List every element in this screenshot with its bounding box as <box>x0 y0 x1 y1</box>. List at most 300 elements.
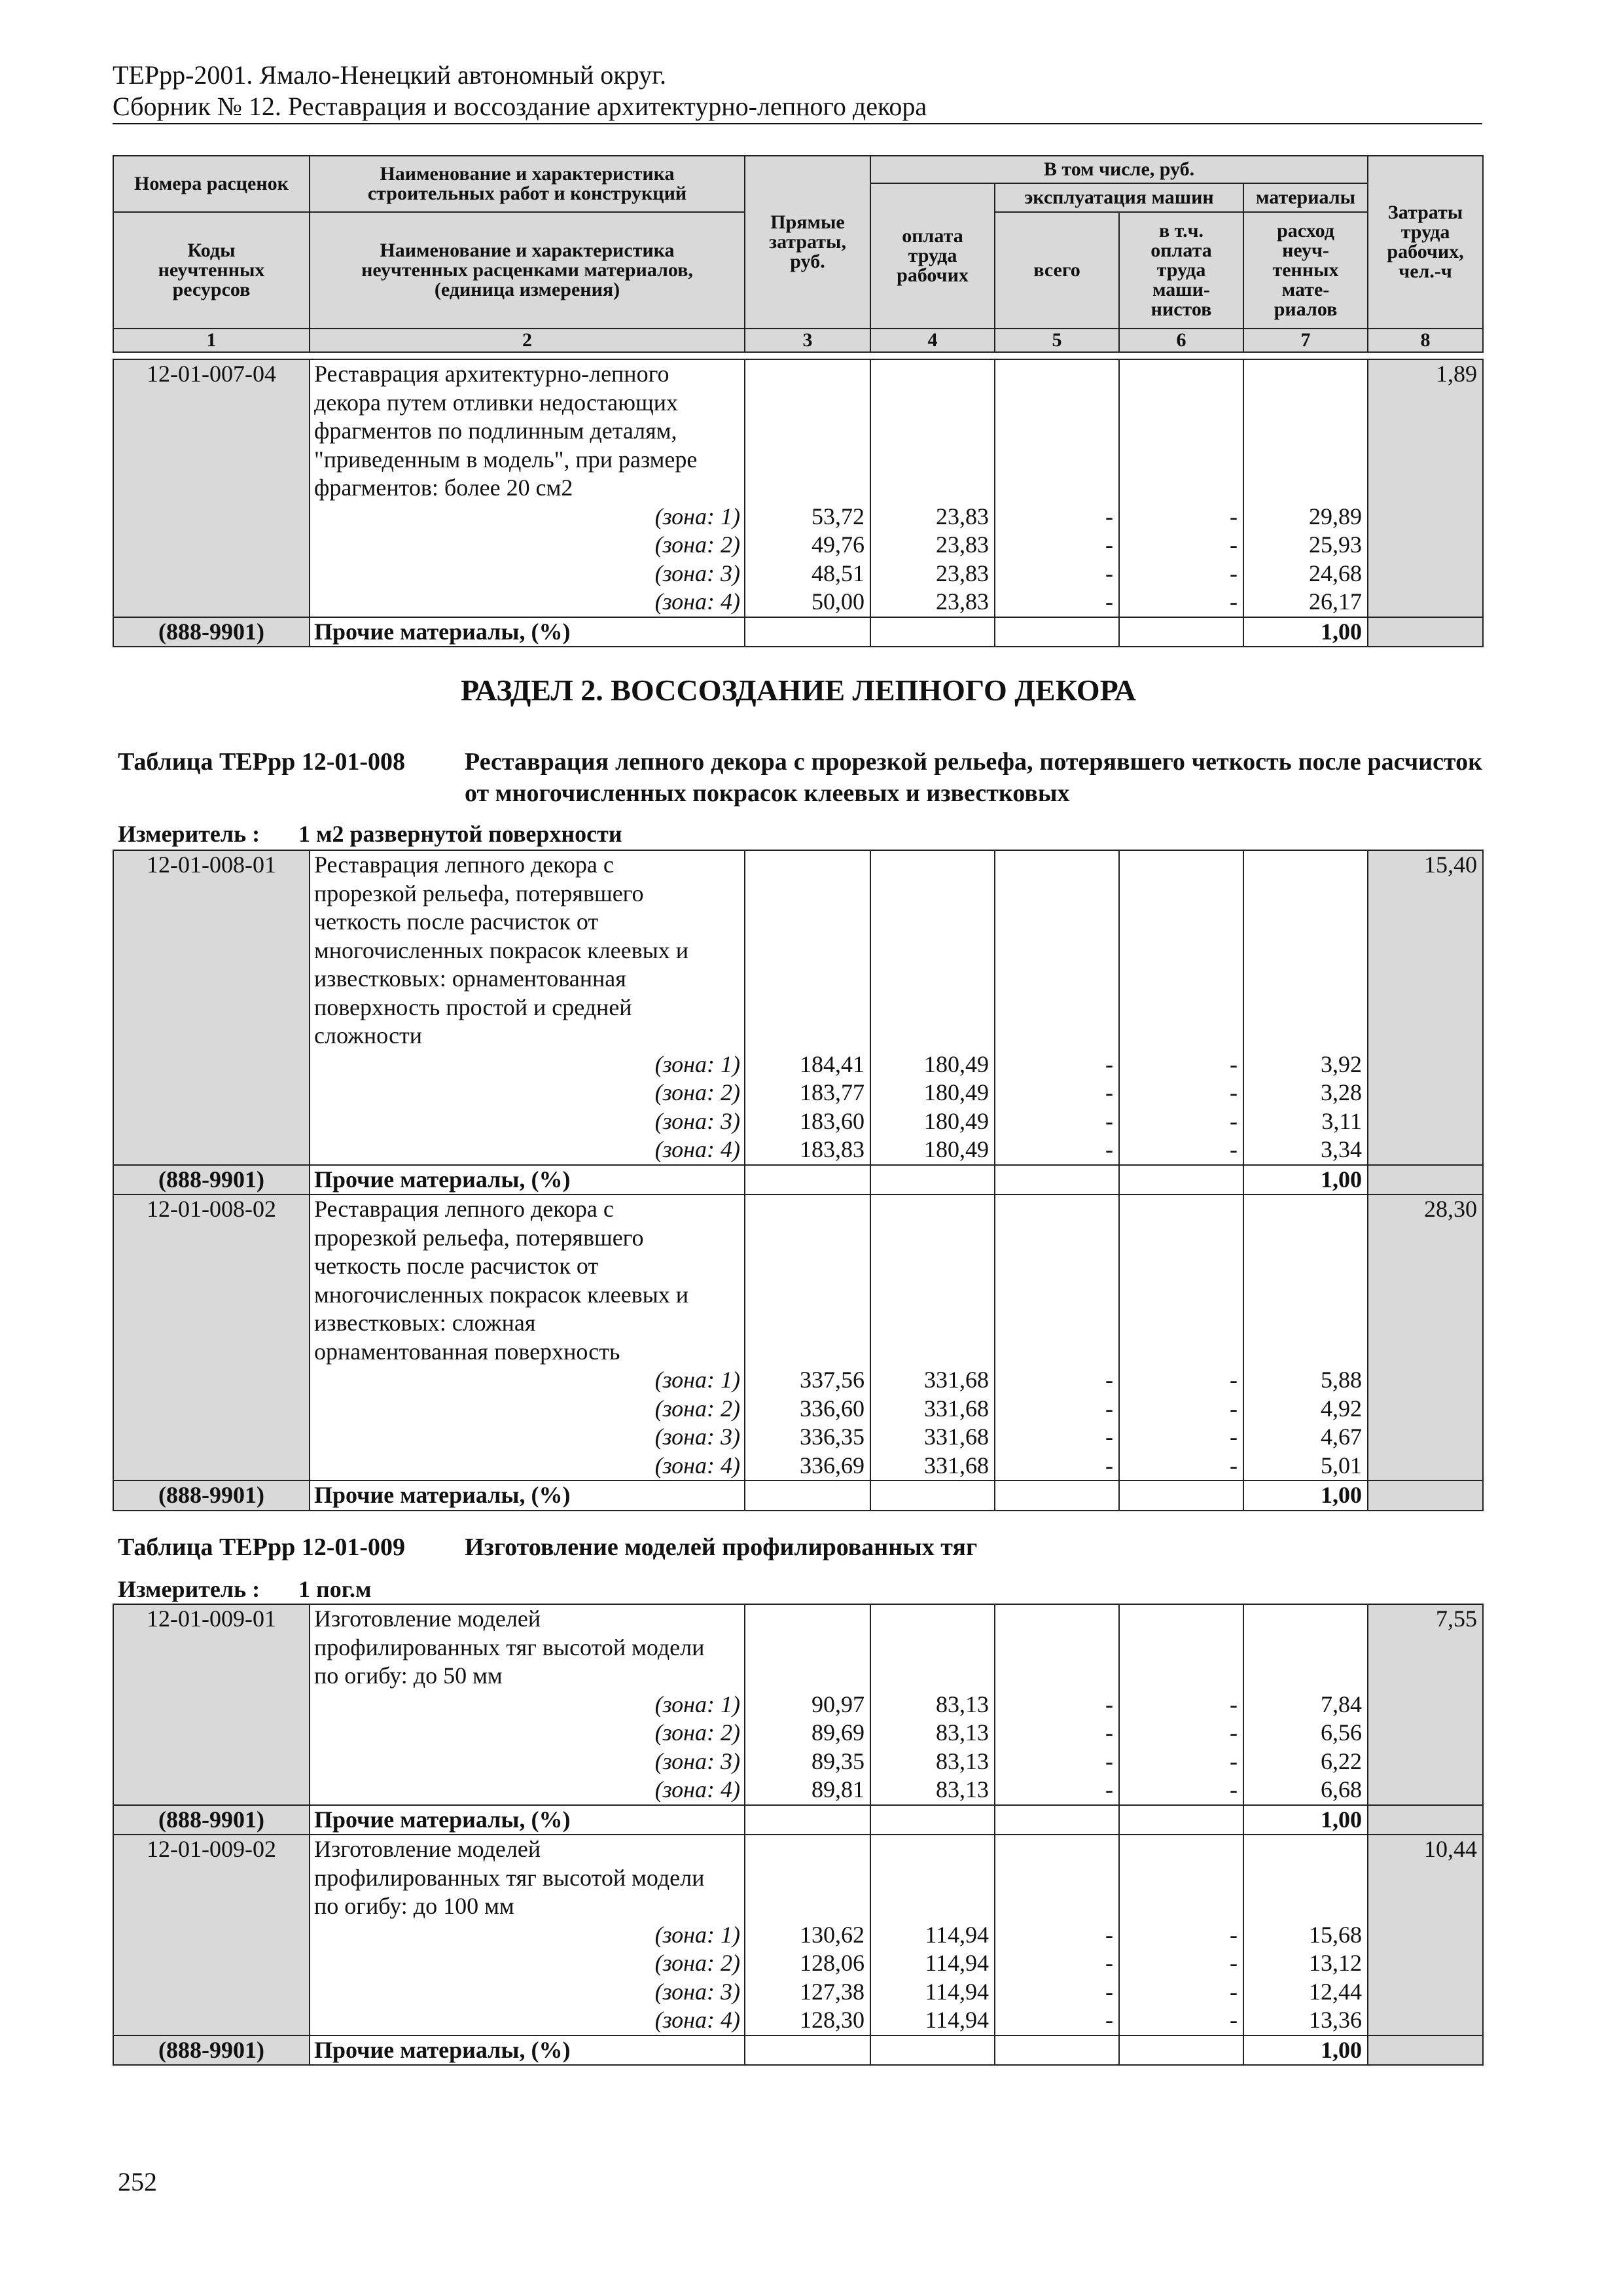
machines-labor-value: - <box>1230 1719 1238 1746</box>
spacer <box>1124 1634 1238 1662</box>
spacer <box>875 1195 989 1224</box>
spacer <box>749 1662 865 1691</box>
spacer <box>1124 908 1238 937</box>
labor-pay-value: 331,68 <box>924 1367 989 1393</box>
rate-desc-cell <box>310 1604 745 1805</box>
machines-total-cell <box>995 1835 1119 2036</box>
spacer <box>875 1634 989 1662</box>
materials-cell <box>1243 359 1368 617</box>
materials-cell <box>1243 1604 1368 1805</box>
spacer <box>749 1309 865 1338</box>
spacer <box>1248 908 1362 937</box>
zone-label: (зона: 4) <box>654 1776 740 1803</box>
spacer <box>1124 360 1238 389</box>
materials-value: 3,92 <box>1321 1050 1362 1077</box>
labor-pay-value: 331,68 <box>924 1452 989 1479</box>
machines-labor-value: - <box>1230 2007 1238 2033</box>
materials-value: 25,93 <box>1309 531 1362 558</box>
other-materials-name: Прочие материалы, (%) <box>310 1805 745 1835</box>
rate-code-cell <box>113 850 310 1165</box>
spacer <box>875 1892 989 1921</box>
rate-row <box>113 1604 1483 1805</box>
spacer <box>999 1281 1113 1310</box>
desc-line: фрагментов: более 20 см2 <box>314 475 573 501</box>
desc-line: Реставрация лепного декора с <box>314 1196 614 1222</box>
spacer <box>749 1022 865 1050</box>
spacer <box>749 908 865 937</box>
labor-pay-value: 23,83 <box>936 531 989 558</box>
rate-desc-cell <box>310 850 745 1165</box>
spacer <box>999 446 1113 475</box>
spacer <box>1248 851 1362 880</box>
spacer <box>1124 994 1238 1022</box>
direct-cost-cell <box>745 359 870 617</box>
labor-cost-cell <box>1368 359 1483 617</box>
machines-labor-value: - <box>1230 503 1238 529</box>
col-materials: материалы <box>1243 183 1368 212</box>
labor-cost: 7,55 <box>1436 1605 1477 1632</box>
labor-pay-value: 180,49 <box>924 1050 989 1077</box>
machines-labor-value: - <box>1230 1950 1238 1976</box>
direct-cost-value: 336,69 <box>800 1452 865 1479</box>
machines-labor-value: - <box>1230 1452 1238 1479</box>
machines-total-value: - <box>1105 1050 1113 1077</box>
col-number: 2 <box>310 329 745 352</box>
labor-pay-value: 331,68 <box>924 1395 989 1422</box>
spacer <box>999 474 1113 503</box>
spacer <box>1124 1892 1238 1921</box>
spacer <box>1124 1022 1238 1050</box>
spacer <box>999 1022 1113 1050</box>
desc-line: профилированных тяг высотой модели <box>314 1864 705 1891</box>
spacer <box>749 1224 865 1253</box>
direct-cost-value: 183,60 <box>800 1107 865 1134</box>
spacer <box>1248 965 1362 994</box>
meter-value: 1 пог.м <box>298 1576 372 1602</box>
rate-code-cell <box>113 1194 310 1480</box>
table-008-label: Таблица ТЕРрр 12-01-008 <box>118 748 406 776</box>
labor-cost: 1,89 <box>1436 361 1477 387</box>
spacer <box>749 417 865 446</box>
labor-cost: 10,44 <box>1424 1836 1477 1862</box>
direct-cost-value: 48,51 <box>812 560 865 586</box>
empty-cell <box>745 2036 870 2066</box>
table-008-heading <box>118 746 1482 812</box>
empty-cell <box>870 1805 995 1835</box>
other-materials-code: (888-9901) <box>113 1805 310 1835</box>
materials-value: 13,12 <box>1309 1950 1362 1976</box>
spacer <box>875 1662 989 1691</box>
rate-row <box>113 359 1483 617</box>
spacer <box>999 1892 1113 1921</box>
col-labor-cost: Затраты труда рабочих, чел.-ч <box>1368 156 1483 329</box>
col-code-bottom: Коды неучтенных ресурсов <box>113 212 310 329</box>
direct-cost-value: 128,30 <box>800 2007 865 2033</box>
spacer <box>749 1195 865 1224</box>
desc-line: Реставрация лепного декора с <box>314 852 614 878</box>
materials-value: 15,68 <box>1309 1921 1362 1948</box>
spacer <box>875 908 989 937</box>
table-009-title: Изготовление моделей профилированных тяг <box>465 1534 978 1561</box>
spacer <box>1248 937 1362 965</box>
other-materials-name: Прочие материалы, (%) <box>310 1165 745 1195</box>
machines-total-cell <box>995 1604 1119 1805</box>
rates-table-007 <box>113 359 1484 647</box>
labor-cost-cell <box>1368 1835 1483 2036</box>
labor-pay-value: 114,94 <box>925 1921 989 1948</box>
spacer <box>1124 880 1238 908</box>
direct-cost-cell <box>745 1194 870 1480</box>
zone-label: (зона: 1) <box>654 1691 740 1717</box>
other-materials-name: Прочие материалы, (%) <box>310 2036 745 2066</box>
rate-code: 12-01-007-04 <box>147 361 276 387</box>
spacer <box>999 1224 1113 1253</box>
zone-label: (зона: 2) <box>654 1079 740 1105</box>
col-incl: В том числе, руб. <box>870 156 1368 183</box>
running-header-line1: ТЕРрр-2001. Ямало-Ненецкий автономный округ. <box>113 60 667 90</box>
col-number: 6 <box>1119 329 1243 352</box>
direct-cost-value: 128,06 <box>800 1950 865 1976</box>
other-materials-row <box>113 1165 1483 1195</box>
desc-line: поверхность простой и средней <box>314 994 632 1020</box>
labor-pay-value: 83,13 <box>936 1776 989 1803</box>
spacer <box>749 937 865 965</box>
spacer <box>1248 1634 1362 1662</box>
machines-total-value: - <box>1105 588 1113 615</box>
zone-label: (зона: 4) <box>654 1136 740 1162</box>
spacer <box>999 1605 1113 1634</box>
other-materials-code: (888-9901) <box>113 2036 310 2066</box>
table-009-heading <box>118 1532 1482 1564</box>
machines-labor-value: - <box>1230 1424 1238 1450</box>
direct-cost-value: 127,38 <box>800 1978 865 2005</box>
labor-pay-value: 114,94 <box>925 1950 989 1976</box>
machines-total-cell <box>995 1194 1119 1480</box>
materials-value: 3,11 <box>1321 1107 1362 1134</box>
labor-pay-value: 23,83 <box>936 588 989 615</box>
materials-cell <box>1243 1194 1368 1480</box>
rate-code-cell <box>113 359 310 617</box>
machines-total-value: - <box>1105 1748 1113 1774</box>
direct-cost-value: 337,56 <box>800 1367 865 1393</box>
direct-cost-value: 50,00 <box>812 588 865 615</box>
spacer <box>875 1224 989 1253</box>
machines-total-value: - <box>1105 1950 1113 1976</box>
empty-cell <box>745 1805 870 1835</box>
spacer <box>1124 474 1238 503</box>
rate-desc-cell <box>310 359 745 617</box>
spacer <box>1248 360 1362 389</box>
other-materials-name: Прочие материалы, (%) <box>310 617 745 647</box>
empty-cell <box>745 1480 870 1511</box>
desc-line: прорезкой рельефа, потерявшего <box>314 880 644 906</box>
labor-pay-value: 180,49 <box>924 1079 989 1105</box>
direct-cost-cell <box>745 1604 870 1805</box>
spacer <box>1124 1252 1238 1281</box>
spacer <box>1124 1864 1238 1893</box>
spacer <box>749 446 865 475</box>
spacer <box>1248 1022 1362 1050</box>
spacer <box>999 1662 1113 1691</box>
spacer <box>1248 1662 1362 1691</box>
direct-cost-value: 90,97 <box>812 1691 865 1717</box>
materials-value: 24,68 <box>1309 560 1362 586</box>
spacer <box>875 1309 989 1338</box>
zone-label: (зона: 2) <box>654 1395 740 1422</box>
zone-label: (зона: 1) <box>654 1367 740 1393</box>
desc-line: известковых: орнаментованная <box>314 965 626 992</box>
col-number: 8 <box>1368 329 1483 352</box>
desc-line: четкость после расчисток от <box>314 908 599 935</box>
other-materials-value: 1,00 <box>1243 1165 1368 1195</box>
rates-table-009 <box>113 1604 1484 2066</box>
column-numbers-row <box>113 329 1483 352</box>
machines-total-value: - <box>1105 1424 1113 1450</box>
table-009-meter <box>118 1575 372 1603</box>
rate-code: 12-01-008-02 <box>147 1196 276 1222</box>
rate-row <box>113 850 1483 1165</box>
other-materials-value: 1,00 <box>1243 617 1368 647</box>
spacer <box>1248 446 1362 475</box>
direct-cost-value: 49,76 <box>812 531 865 558</box>
machines-labor-value: - <box>1230 1395 1238 1422</box>
spacer <box>999 965 1113 994</box>
spacer <box>749 389 865 418</box>
machines-labor-cell <box>1119 1604 1243 1805</box>
empty-cell <box>995 1480 1119 1511</box>
col-machines-total: всего <box>995 212 1119 329</box>
col-direct: Прямые затраты, руб. <box>745 156 870 329</box>
spacer <box>749 851 865 880</box>
direct-cost-value: 89,81 <box>812 1776 865 1803</box>
spacer <box>749 1835 865 1864</box>
spacer <box>1124 1338 1238 1367</box>
direct-cost-value: 130,62 <box>800 1921 865 1948</box>
zone-label: (зона: 4) <box>654 588 740 615</box>
empty-cell <box>1368 617 1483 647</box>
machines-labor-cell <box>1119 1194 1243 1480</box>
spacer <box>749 880 865 908</box>
machines-labor-value: - <box>1230 1079 1238 1105</box>
spacer <box>875 1281 989 1310</box>
direct-cost-value: 336,60 <box>800 1395 865 1422</box>
spacer <box>875 360 989 389</box>
spacer <box>1124 1309 1238 1338</box>
rate-desc-cell <box>310 1194 745 1480</box>
empty-cell <box>995 2036 1119 2066</box>
direct-cost-value: 183,77 <box>800 1079 865 1105</box>
direct-cost-value: 336,35 <box>800 1424 865 1450</box>
spacer <box>1248 389 1362 418</box>
spacer <box>875 994 989 1022</box>
table-008-title: Реставрация лепного декора с прорезкой рельефа, потерявшего четкость после расчисток от многочисленных покрасок клеевых и известковых <box>465 748 1482 807</box>
empty-cell <box>870 1165 995 1195</box>
machines-total-value: - <box>1105 1107 1113 1134</box>
spacer <box>749 1634 865 1662</box>
other-materials-row <box>113 617 1483 647</box>
machines-total-value: - <box>1105 1776 1113 1803</box>
spacer <box>1124 851 1238 880</box>
machines-labor-cell <box>1119 359 1243 617</box>
running-header-line2: Сборник № 12. Реставрация и воссоздание архитектурно-лепного декора <box>113 92 927 121</box>
desc-line: сложности <box>314 1022 423 1049</box>
spacer <box>999 908 1113 937</box>
other-materials-value: 1,00 <box>1243 1805 1368 1835</box>
header-rule <box>113 123 1482 124</box>
machines-labor-value: - <box>1230 1136 1238 1162</box>
spacer <box>875 965 989 994</box>
spacer <box>1124 965 1238 994</box>
col-number: 1 <box>113 329 310 352</box>
desc-line: известковых: сложная <box>314 1310 536 1336</box>
spacer <box>999 937 1113 965</box>
zone-label: (зона: 2) <box>654 531 740 558</box>
spacer <box>1248 1195 1362 1224</box>
meter-value: 1 м2 развернутой поверхности <box>298 821 622 847</box>
spacer <box>749 1864 865 1893</box>
spacer <box>749 1252 865 1281</box>
rates-table-008 <box>113 850 1484 1511</box>
direct-cost-value: 183,83 <box>800 1136 865 1162</box>
empty-cell <box>745 1165 870 1195</box>
col-labor-pay: оплата труда рабочих <box>870 183 995 329</box>
materials-value: 26,17 <box>1309 588 1362 615</box>
spacer <box>1248 1281 1362 1310</box>
machines-total-value: - <box>1105 1691 1113 1717</box>
col-materials-sub: расход неуч- тенных мате- риалов <box>1243 212 1368 329</box>
spacer <box>749 1605 865 1634</box>
direct-cost-value: 53,72 <box>812 503 865 529</box>
rate-row <box>113 1194 1483 1480</box>
spacer <box>999 1864 1113 1893</box>
desc-line: декора путем отливки недостающих <box>314 389 679 416</box>
desc-line: Изготовление моделей <box>314 1605 541 1632</box>
empty-cell <box>1119 1165 1243 1195</box>
spacer <box>999 1835 1113 1864</box>
labor-pay-value: 180,49 <box>924 1107 989 1134</box>
zone-label: (зона: 3) <box>654 1107 740 1134</box>
desc-line: Изготовление моделей <box>314 1836 541 1862</box>
spacer <box>875 417 989 446</box>
labor-pay-cell <box>870 1604 995 1805</box>
spacer <box>875 880 989 908</box>
zone-label: (зона: 3) <box>654 560 740 586</box>
labor-cost-cell <box>1368 1604 1483 1805</box>
machines-total-value: - <box>1105 1921 1113 1948</box>
spacer <box>1248 417 1362 446</box>
rate-row <box>113 1835 1483 2036</box>
spacer <box>875 1835 989 1864</box>
labor-pay-value: 23,83 <box>936 560 989 586</box>
spacer <box>1124 1195 1238 1224</box>
materials-value: 5,01 <box>1321 1452 1362 1479</box>
spacer <box>875 937 989 965</box>
spacer <box>1248 1892 1362 1921</box>
machines-labor-value: - <box>1230 1367 1238 1393</box>
spacer <box>1248 1864 1362 1893</box>
materials-value: 3,34 <box>1321 1136 1362 1162</box>
materials-value: 29,89 <box>1309 503 1362 529</box>
machines-labor-value: - <box>1230 1050 1238 1077</box>
spacer <box>875 446 989 475</box>
other-materials-code: (888-9901) <box>113 1480 310 1511</box>
spacer <box>1248 1605 1362 1634</box>
desc-line: орнаментованная поверхность <box>314 1338 620 1365</box>
spacer <box>875 1338 989 1367</box>
zone-label: (зона: 3) <box>654 1978 740 2005</box>
rate-code: 12-01-008-01 <box>147 852 276 878</box>
col-code-top: Номера расценок <box>113 156 310 212</box>
spacer <box>1124 389 1238 418</box>
empty-cell <box>1368 1165 1483 1195</box>
labor-pay-value: 83,13 <box>936 1691 989 1717</box>
zone-label: (зона: 2) <box>654 1950 740 1976</box>
empty-cell <box>995 617 1119 647</box>
labor-pay-value: 180,49 <box>924 1136 989 1162</box>
machines-labor-value: - <box>1230 1978 1238 2005</box>
machines-total-cell <box>995 359 1119 617</box>
empty-cell <box>995 1165 1119 1195</box>
materials-value: 6,22 <box>1321 1748 1362 1774</box>
machines-labor-cell <box>1119 850 1243 1165</box>
desc-line: по огибу: до 100 мм <box>314 1893 514 1919</box>
spacer <box>999 1634 1113 1662</box>
machines-total-value: - <box>1105 1452 1113 1479</box>
table-008-meter <box>118 820 622 848</box>
spacer <box>1124 937 1238 965</box>
spacer <box>749 360 865 389</box>
col-number: 7 <box>1243 329 1368 352</box>
zone-label: (зона: 1) <box>654 1921 740 1948</box>
spacer <box>749 965 865 994</box>
machines-total-value: - <box>1105 503 1113 529</box>
spacer <box>999 360 1113 389</box>
other-materials-code: (888-9901) <box>113 1165 310 1195</box>
desc-line: прорезкой рельефа, потерявшего <box>314 1224 644 1251</box>
spacer <box>1124 1224 1238 1253</box>
spacer <box>1248 1338 1362 1367</box>
rate-code-cell <box>113 1835 310 2036</box>
materials-value: 4,92 <box>1321 1395 1362 1422</box>
machines-total-value: - <box>1105 1136 1113 1162</box>
meter-label: Измеритель : <box>118 1576 260 1602</box>
direct-cost-cell <box>745 850 870 1165</box>
spacer <box>999 1309 1113 1338</box>
meter-label: Измеритель : <box>118 821 260 847</box>
direct-cost-value: 89,69 <box>812 1719 865 1746</box>
spacer <box>875 1864 989 1893</box>
spacer <box>1124 1662 1238 1691</box>
spacer <box>749 994 865 1022</box>
labor-cost: 28,30 <box>1424 1196 1477 1222</box>
machines-labor-value: - <box>1230 1748 1238 1774</box>
machines-total-value: - <box>1105 2007 1113 2033</box>
other-materials-row <box>113 1805 1483 1835</box>
machines-total-value: - <box>1105 1978 1113 2005</box>
labor-cost-cell <box>1368 1194 1483 1480</box>
machines-total-value: - <box>1105 1719 1113 1746</box>
materials-value: 13,36 <box>1309 2007 1362 2033</box>
spacer <box>875 1252 989 1281</box>
zone-label: (зона: 4) <box>654 2007 740 2033</box>
other-materials-row <box>113 1480 1483 1511</box>
labor-pay-cell <box>870 359 995 617</box>
materials-value: 12,44 <box>1309 1978 1362 2005</box>
machines-total-value: - <box>1105 1079 1113 1105</box>
spacer <box>875 1022 989 1050</box>
labor-pay-cell <box>870 850 995 1165</box>
spacer <box>749 1892 865 1921</box>
